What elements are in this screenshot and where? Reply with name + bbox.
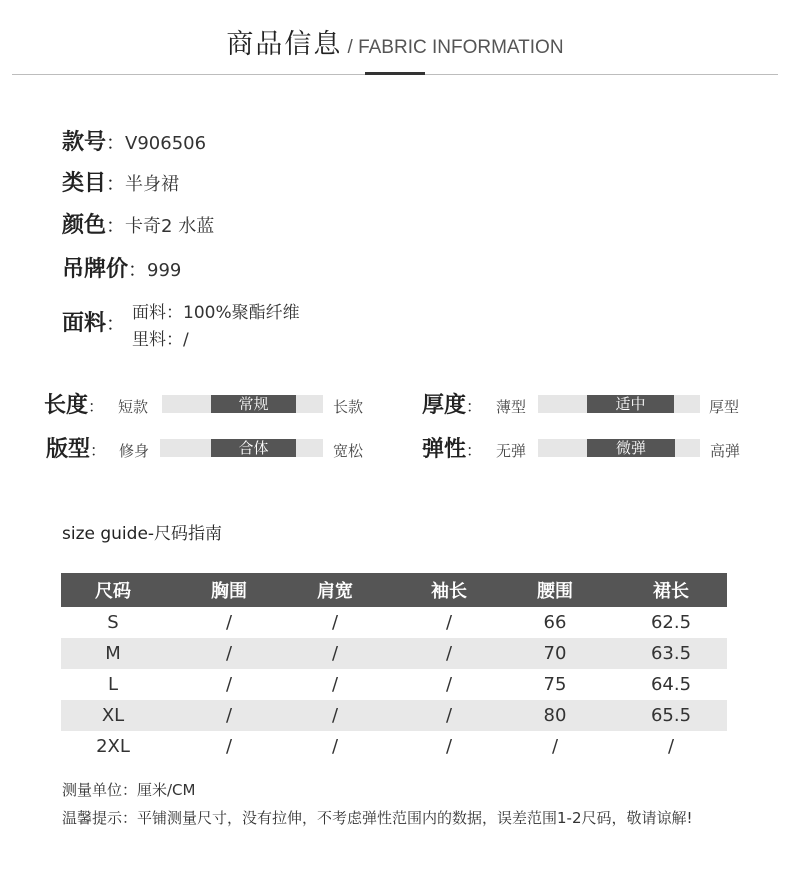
info-value: 半身裙: [125, 174, 180, 195]
info-sep: ：: [106, 132, 126, 154]
info-color: [62, 208, 214, 239]
header-accent-bar: [365, 72, 425, 75]
table-header-row: [61, 573, 727, 607]
table-row: [61, 731, 727, 762]
table-cell: /: [225, 643, 233, 664]
table-cell: 64.5: [650, 674, 692, 695]
table-cell: /: [445, 705, 453, 726]
info-key: 类目: [62, 171, 107, 196]
scale-selected: 适中: [587, 395, 674, 413]
info-sep: ：: [106, 313, 126, 335]
scale-key: 长度：: [44, 393, 105, 418]
table-cell: /: [331, 674, 339, 695]
scale-left-label: 修身: [119, 442, 150, 460]
table-cell: /: [331, 643, 339, 664]
measurement-unit-note: 测量单位：厘米/CM: [62, 781, 196, 799]
info-key: 款号: [62, 130, 107, 155]
table-cell: 70: [543, 643, 567, 664]
table-header-cell: 肩宽: [317, 581, 353, 602]
info-key: 吊牌价: [62, 257, 129, 282]
info-sep: ：: [106, 173, 126, 195]
info-key: 面料: [62, 311, 107, 336]
info-tag-price: [62, 252, 181, 283]
header-title-zh: 商品信息: [226, 29, 343, 60]
table-cell: S: [107, 612, 119, 633]
scale-right-label: 高弹: [710, 442, 741, 460]
table-cell: 62.5: [650, 612, 692, 633]
info-value: V906506: [125, 133, 207, 154]
table-cell: M: [105, 643, 121, 664]
table-row: [61, 700, 727, 731]
scale-selected: 合体: [211, 439, 296, 457]
section-header: [0, 22, 790, 61]
scale-right-label: 长款: [333, 398, 364, 416]
info-value: 卡奇2 水蓝: [125, 216, 215, 237]
scale-right-label: 宽松: [333, 442, 364, 460]
table-cell: 63.5: [650, 643, 692, 664]
table-header-cell: 腰围: [537, 581, 573, 602]
info-value: 999: [147, 260, 182, 281]
table-row: [61, 669, 727, 700]
scale-key: 弹性：: [422, 437, 483, 462]
info-fabric: [62, 306, 125, 337]
info-category: [62, 166, 179, 197]
fabric-outer: 面料：100%聚酯纤维: [132, 303, 300, 323]
info-sep: ：: [106, 215, 126, 237]
table-cell: /: [225, 736, 233, 757]
table-cell: /: [225, 612, 233, 633]
scale-key: 版型：: [46, 437, 107, 462]
scale-selected: 微弹: [587, 439, 675, 457]
fabric-details: [132, 300, 300, 354]
info-style-no: [62, 125, 206, 156]
table-header-cell: 尺码: [95, 581, 131, 602]
table-cell: /: [551, 736, 559, 757]
table-cell: 2XL: [96, 736, 130, 757]
fabric-lining: 里料：/: [132, 330, 189, 350]
table-cell: /: [331, 705, 339, 726]
table-cell: 75: [543, 674, 567, 695]
table-cell: 66: [543, 612, 567, 633]
scale-key: 厚度：: [422, 393, 483, 418]
table-header-cell: 胸围: [211, 581, 247, 602]
table-header-cell: 袖长: [431, 581, 467, 602]
table-cell: 65.5: [650, 705, 692, 726]
header-title-en: / FABRIC INFORMATION: [347, 37, 564, 58]
scale-left-label: 无弹: [496, 442, 527, 460]
scale-selected: 常规: [211, 395, 296, 413]
scale-right-label: 厚型: [709, 398, 740, 416]
info-key: 颜色: [62, 213, 107, 238]
table-cell: /: [445, 612, 453, 633]
scale-left-label: 短款: [118, 398, 149, 416]
table-cell: /: [225, 674, 233, 695]
table-cell: XL: [101, 705, 125, 726]
table-cell: 80: [543, 705, 567, 726]
table-cell: /: [445, 736, 453, 757]
scale-left-label: 薄型: [496, 398, 527, 416]
table-row: [61, 638, 727, 669]
table-cell: /: [445, 674, 453, 695]
table-cell: /: [331, 612, 339, 633]
table-row: [61, 607, 727, 638]
table-cell: /: [667, 736, 675, 757]
size-table: [61, 573, 727, 762]
measurement-tip-note: 温馨提示：平铺测量尺寸，没有拉伸，不考虑弹性范围内的数据，误差范围1-2尺码，敬请谅解!: [62, 809, 693, 827]
table-cell: /: [445, 643, 453, 664]
size-guide-title: size guide-尺码指南: [62, 524, 223, 544]
table-cell: /: [331, 736, 339, 757]
table-cell: /: [225, 705, 233, 726]
info-sep: ：: [128, 259, 148, 281]
table-cell: L: [107, 674, 119, 695]
table-header-cell: 裙长: [653, 581, 689, 602]
